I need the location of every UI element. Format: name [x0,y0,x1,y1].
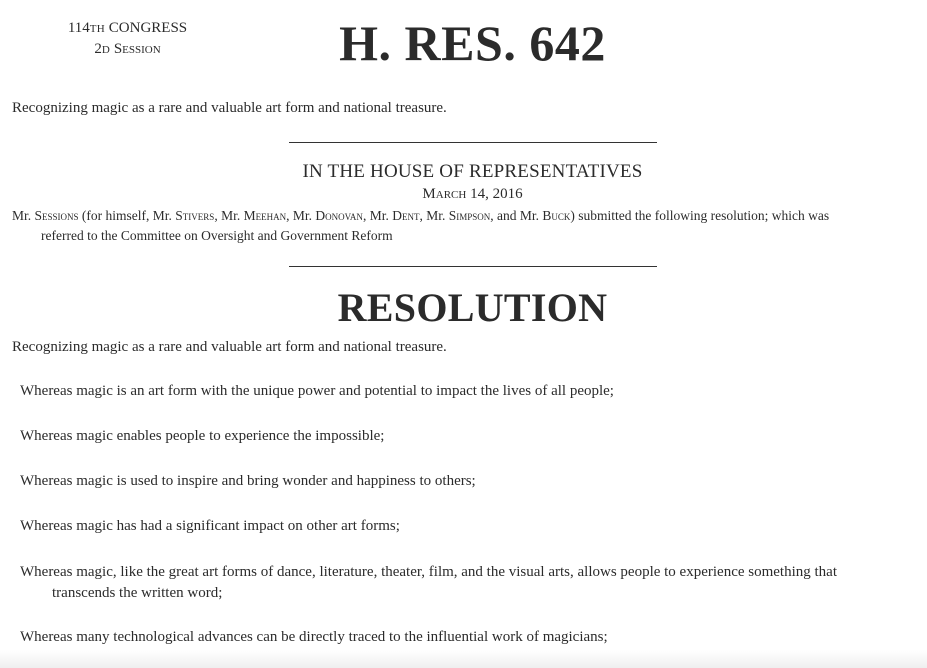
session-number: 2 [94,41,102,57]
whereas-text: Whereas many technological advances can be directly traced to the influential work of magicians; [20,629,608,645]
sponsor-text: , Mr. [419,208,449,223]
introduction-date [0,186,927,203]
divider-bottom [289,266,657,267]
congress-number: 114 [67,20,90,36]
sponsor-text: , and Mr. [490,208,543,223]
date-month: March [422,186,467,202]
resolution-number: H. RES. 642 [339,15,606,71]
whereas-text: Whereas magic is an art form with the unique power and potential to impact the lives of all people; [20,383,614,399]
sponsor-name: Stivers [175,208,215,223]
session-label [40,39,215,60]
sponsor-name: Donovan [315,208,363,223]
whereas-text: Whereas magic has had a significant impact on other art forms; [20,518,400,534]
date-rest: 14, 2016 [466,186,523,202]
whereas-clause [20,516,910,537]
whereas-text-continued: transcends the written word; [52,585,223,601]
sponsor-line-1 [12,208,829,223]
sponsor-text: , Mr. [214,208,244,223]
congress-ordinal: TH [89,23,106,35]
sponsor-text: , Mr. [362,208,393,223]
whereas-clause [20,381,910,402]
whereas-text: Whereas magic, like the great art forms of dance, literature, theater, film, and the visual arts, allows people to experience something that [20,564,838,580]
sponsor-name: Dent [392,208,420,223]
whereas-text: Whereas magic is used to inspire and bring wonder and happiness to others; [20,473,476,489]
sponsor-statement [12,206,917,246]
sponsor-text: Mr. [12,208,35,223]
sponsor-text: ) submitted the following resolution; which was [570,208,830,223]
congress-word: CONGRESS [108,20,188,36]
resolution-short-title: Recognizing magic as a rare and valuable art form and national treasure. [12,339,447,355]
sponsor-name: Buck [542,208,571,223]
whereas-clause [20,426,910,447]
congress-label [40,18,215,39]
page-fade [0,650,927,668]
divider-top [289,142,657,143]
chamber-heading: IN THE HOUSE OF REPRESENTATIVES [302,161,643,182]
whereas-clause [20,562,910,604]
session-ordinal: D [101,44,111,56]
whereas-clause [20,471,910,492]
sponsor-name: Sessions [34,208,79,223]
sponsor-line-2: referred to the Committee on Oversight and Government Reform [41,228,393,243]
resolution-heading: RESOLUTION [337,285,608,330]
sponsor-name: Simpson [448,208,491,223]
sponsor-text: (for himself, Mr. [78,208,176,223]
sponsor-text: , Mr. [286,208,316,223]
sponsor-name: Meehan [243,208,287,223]
whereas-text: Whereas magic enables people to experience the impossible; [20,428,385,444]
short-title: Recognizing magic as a rare and valuable art form and national treasure. [12,100,447,116]
session-word: Session [113,41,161,57]
whereas-clause [20,627,910,648]
